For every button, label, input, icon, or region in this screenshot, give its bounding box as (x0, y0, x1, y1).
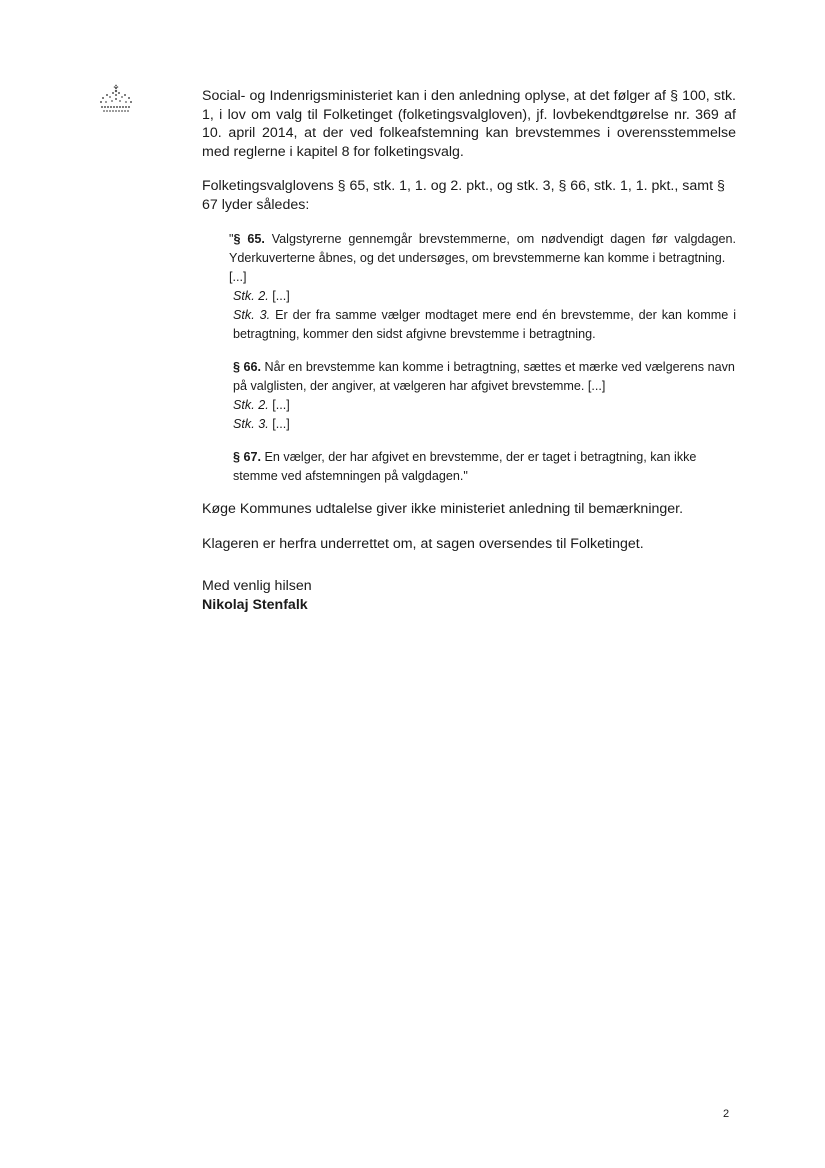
section-66-label: § 66. (233, 360, 262, 374)
crown-icon (93, 82, 139, 122)
section-65-text: "§ 65. Valgstyrerne gennemgår brevstemmerne, om nødvendigt dagen før valgdagen. Yderkuverterne åbnes, og det undersøges, om brevstemmerne kan komme i betragtning. (229, 232, 736, 265)
section-67-text: § 67. En vælger, der har afgivet en brevstemme, der er taget i betragtning, kan ikke stemme ved afstemningen på valgdagen." (233, 450, 697, 483)
section-65-stk3: Stk. 3. Er der fra samme vælger modtaget mere end én brevstemme, der kan komme i betragtning, kommer den sidst afgivne brevstemme i betragtning. (233, 308, 737, 341)
section-65-label: § 65. (233, 232, 265, 246)
signature-block (202, 577, 736, 614)
section-65 (229, 230, 736, 344)
section-67 (229, 448, 736, 486)
section-67-label: § 67. (233, 450, 262, 464)
section-65-stk2: Stk. 2. [...] (233, 289, 290, 303)
letter-body (202, 87, 736, 614)
section-65-ellipsis: [...] (229, 270, 247, 284)
closing: Med venlig hilsen (202, 578, 312, 594)
signatory-name: Nikolaj Stenfalk (202, 596, 308, 613)
section-66 (229, 358, 736, 434)
paragraph-legal-basis: Social- og Indenrigsministeriet kan i den anledning oplyse, at det følger af § 100, stk. 1, i lov om valg til Folketinget (folketingsvalgloven), jf. lovbekendtgørelse nr. 369 af 10. april 2014, at der ved folkeafstemning kan brevstemmes i overensstemmelse med reglerne i kapitel 8 for folketingsvalg. (202, 88, 736, 160)
law-quote (229, 230, 736, 486)
paragraph-complainant-notified: Klageren er herfra underrettet om, at sagen oversendes til Folketinget. (202, 535, 644, 552)
page-number: 2 (723, 1108, 730, 1120)
paragraph-law-intro: Folketingsvalglovens § 65, stk. 1, 1. og 2. pkt., og stk. 3, § 66, stk. 1, 1. pkt., samt § 67 lyder således: (202, 178, 725, 213)
paragraph-municipality-statement: Køge Kommunes udtalelse giver ikke ministeriet anledning til bemærkninger. (202, 501, 684, 517)
section-66-stk2: Stk. 2. [...] (233, 398, 290, 412)
section-66-stk3: Stk. 3. [...] (233, 417, 290, 431)
section-66-text: § 66. Når en brevstemme kan komme i betragtning, sættes et mærke ved vælgerens navn på valglisten, der angiver, at vælgeren har afgivet brevstemme. [...] (233, 360, 735, 393)
